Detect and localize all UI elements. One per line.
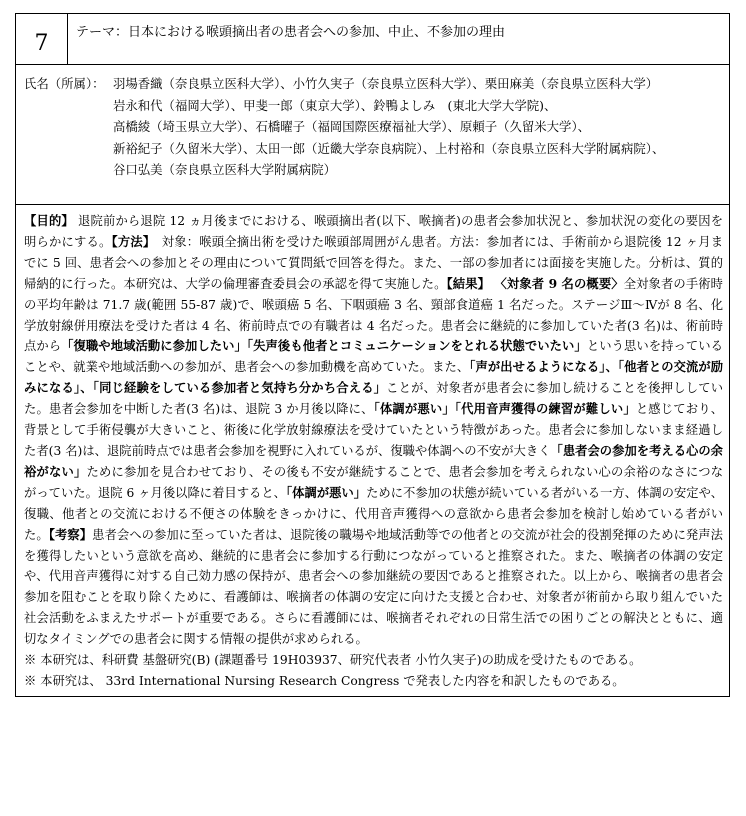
text-result: 全対象者の手術時の平均年齢は 71.7 歳(範囲 55-87 歳)で、喉頭癌 5 名、下咽頭癌 3 名、頸部食道癌 1 名だった。ステージⅢ～Ⅳが 8 名、化学放射線併用療法を受けた者は 4 名、術前時点での有職者は 4 名だった。患者会に継続的に参加していた者(3 名)は、術前時点から: [24, 276, 723, 354]
authors-first-line: [24, 73, 723, 95]
text-result: ために不参加の状態が続いている者がいる一方、体調の安定や、復職、他者との交流における不便さの体験をきっかけに、代用音声獲得への意欲から患者会参加を検討し始めている者がいた。: [24, 485, 723, 542]
heading-subjects: 〈対象者 9 名の概要〉: [490, 275, 624, 291]
text-purpose: 退院前から退院 12 ヵ月後までにおける、喉頭摘出者(以下、喉摘者)の患者会参加状況と、参加状況の変化の要因を明らかにする。: [24, 214, 723, 249]
header-row: [16, 14, 729, 65]
heading-discussion: 【考察】: [48, 526, 93, 542]
heading-result: 【結果】: [446, 275, 491, 291]
theme-title: テーマ：日本における喉頭摘出者の患者会への参加、中止、不参加の理由: [76, 25, 506, 40]
authors-label: 氏名（所属）：: [24, 76, 105, 91]
quote: 「復職や地域活動に参加したい」「失声後も他者とコミュニケーションをとれる状態でいたい」: [61, 338, 587, 354]
quote: 「体調が悪い」: [286, 484, 367, 500]
abstract-body: [16, 205, 729, 696]
author-line: 羽場香織（奈良県立医科大学）、小竹久実子（奈良県立医科大学）、栗田麻美（奈良県立医科大学）: [113, 76, 659, 91]
text-result: ことが、対象者が患者会に参加し続けることを後押ししていた。患者会参加を中断した者(3 名)は、退院 3 か月後以降に、: [24, 381, 723, 417]
text-discussion: 患者会への参加に至っていた者は、退院後の職場や地域活動等での他者との交流が社会的役割発揮のために発声法を獲得したいという意欲を高め、継続的に患者会に参加する行動につながっていると推察された。また、喉摘者の体調の安定や、代用音声獲得に対する自己効力感の保持が、患者会への参加継続の要因であると推察された。以上から、喉摘者の患者会参加を阻むことを取り除くために、看護師は、喉摘者の体調の安定に向けた支援と合わせ、対象者が術前から取り組んでいた社会活動をふまえたサポートが重要である。さらに看護師には、喉摘者それぞれの日常生活での困りごとの解決とともに、適切なタイミングでの患者会に関する情報の提供が求められる。: [24, 527, 723, 647]
text-result: と感じており、背景として手術侵襲が大きいこと、術後に化学放射線療法を受けていたという特徴があった。患者会に参加しないまま経過した者(3 名)は、退院前時点では患者会参加を視野に入れているが、復職や体調への不安が大きく: [24, 402, 723, 458]
translation-note: ※ 本研究は、 33rd International Nursing Research Congress で発表した内容を和訳したものである。: [24, 673, 625, 688]
heading-method: 【方法】: [111, 233, 150, 249]
author-line: 新裕紀子（久留米大学）、太田一郎（近畿大学奈良病院）、上村裕和（奈良県立医科大学附属病院）、: [113, 140, 665, 156]
text-result: という思いを持っていることや、就業や地域活動への参加が、患者会への参加動機を高めていた。また、: [24, 339, 723, 375]
quote: 「声が出せるようになる」、「他者との交流が励みになる」、「同じ経験をしている参加者と気持ち分かち合える」: [24, 359, 723, 396]
author-line: 岩永和代（福岡大学）、甲斐一郎（東京大学）、鈴鴨よしみ (東北大学大学院)、: [113, 97, 557, 113]
quote: 「患者会の参加を考える心の余裕がない」: [24, 442, 723, 479]
text-result: ために参加を見合わせており、その後も不安が継続することで、患者会参加を考えられない心の余裕のなさにつながっていた。退院 6 ヶ月後以降に着目すると、: [24, 464, 723, 500]
author-line: 谷口弘美（奈良県立医科大学附属病院）: [113, 162, 337, 177]
authors-block: [16, 65, 729, 205]
heading-purpose: 【目的】: [24, 213, 74, 228]
author-line: 高橋綾（埼玉県立大学）、石橋曜子（福岡国際医療福祉大学）、原頼子（久留米大学）、: [113, 119, 591, 134]
abstract-sheet: [15, 13, 730, 697]
funding-note: ※ 本研究は、科研費 基盤研究(B) (課題番号 19H03937、研究代表者 小竹久実子)の助成を受けたものである。: [24, 653, 642, 668]
text-method: 対象：喉頭全摘出術を受けた喉頭部周囲がん患者。方法：参加者には、手術前から退院後 12 ヶ月までに 5 回、患者会への参加とその理由について質問紙で回答を得た。また、一部の参加者には面接を実施した。分析は、質的帰納的に行った。本研究は、大学の倫理審査委員会の承認を得て実施した。: [24, 234, 723, 291]
abstract-text: [24, 211, 723, 650]
abstract-number: 7: [16, 14, 68, 64]
quote: 「体調が悪い」「代用音声獲得の練習が難しい」: [373, 401, 636, 417]
